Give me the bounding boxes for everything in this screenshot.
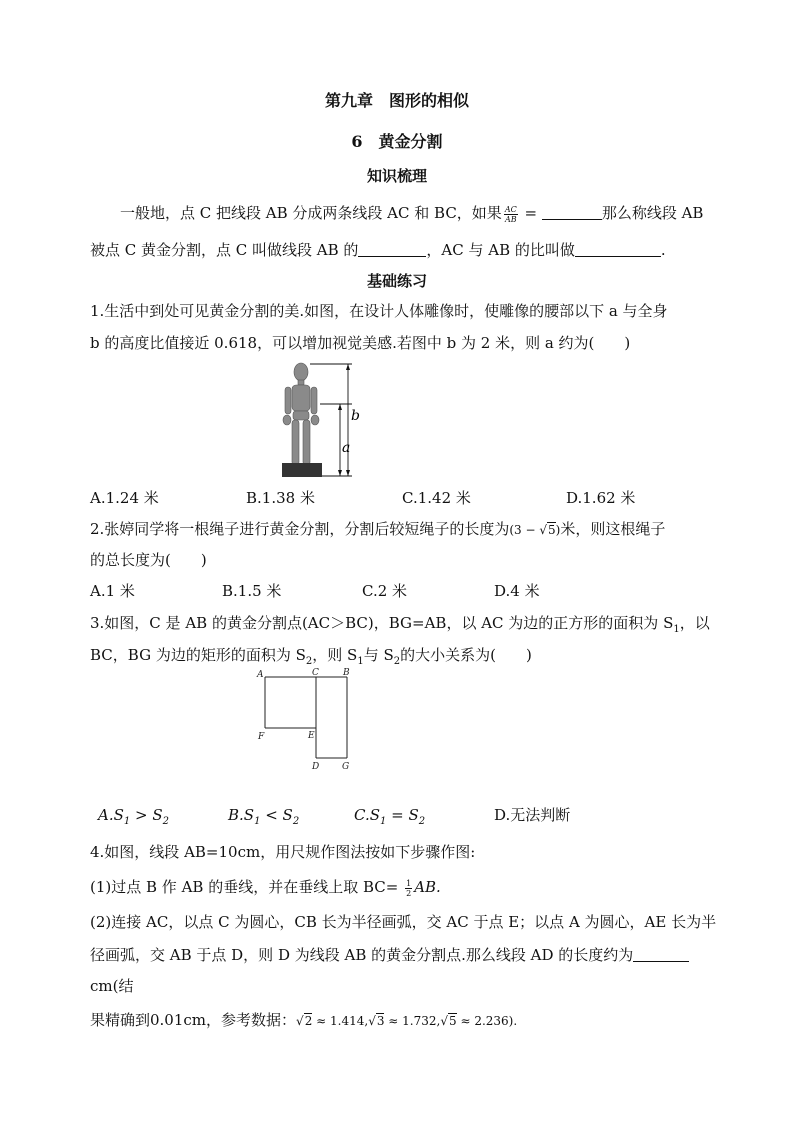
q4-line-3: (2)连接 AC，以点 C 为圆心，CB 长为半径画弧，交 AC 于点 E；以点 A 为圆心，AE 长为半 xyxy=(90,913,717,931)
q1-label-a: a xyxy=(342,440,351,456)
answer-blank-1[interactable] xyxy=(542,204,602,220)
q1-option-c[interactable]: C.1.42 米 xyxy=(402,489,471,507)
q1-option-d[interactable]: D.1.62 米 xyxy=(566,489,636,507)
q3-option-a[interactable]: $A.S_1 > S_2$ xyxy=(98,806,170,827)
q3-option-b[interactable]: $B.S_1 < S_2$ xyxy=(228,806,300,827)
chapter-title: 第九章 图形的相似 xyxy=(324,91,469,110)
q3-label-a: A xyxy=(257,670,264,680)
heading-knowledge: 知识梳理 xyxy=(366,167,427,185)
q2-line-2: 的总长度为( ) xyxy=(90,551,207,569)
q3-label-f: F xyxy=(258,732,265,742)
q1-label-b: b xyxy=(351,408,360,424)
q3-label-g: G xyxy=(342,762,350,772)
q3-label-c: C xyxy=(312,668,319,678)
q2-option-b[interactable]: B.1.5 米 xyxy=(222,582,282,600)
q1-option-a[interactable]: A.1.24 米 xyxy=(90,489,159,507)
knowledge-line-1: 一般地，点 C 把线段 AB 分成两条线段 AC 和 BC，如果 $\frac{AC}{AB}$ = 那么称线段 AB xyxy=(120,204,704,224)
q4-line-5: cm(结 xyxy=(90,977,134,995)
q1-option-b[interactable]: B.1.38 米 xyxy=(246,489,315,507)
q2-option-a[interactable]: A.1 米 xyxy=(90,582,135,600)
q4-line-4: 径画弧，交 AB 于点 D，则 D 为线段 AB 的黄金分割点.那么线段 AD 的长度约为 xyxy=(90,945,710,965)
q1-line-1: 1.生活中到处可见黄金分割的美.如图，在设计人体雕像时，使雕像的腰部以下 a 与全身 xyxy=(90,302,668,320)
q2-line-1: 2.张婷同学将一根绳子进行黄金分割，分割后较短绳子的长度为(3 − √5)米，则这根绳子 xyxy=(90,520,666,538)
fraction-one-half: $\frac{1}{2}$ xyxy=(406,878,412,898)
q3-line-1: 3.如图，C 是 AB 的黄金分割点(AC＞BC)，BG=AB，以 AC 为边的正方形的面积为 $S_1$，以 xyxy=(90,614,710,635)
q4-line-6: 果精确到0.01cm，参考数据：√2 ≈ 1.414,√3 ≈ 1.732,√5 ≈ 2.236). xyxy=(90,1011,518,1029)
section-title: 6 黄金分割 xyxy=(351,132,443,151)
answer-blank-2[interactable] xyxy=(358,241,426,257)
q3-figure-rectangles xyxy=(254,668,354,774)
answer-blank-q4[interactable] xyxy=(633,946,689,962)
q3-label-b: B xyxy=(343,668,350,678)
q3-label-e: E xyxy=(308,731,315,741)
q2-option-d[interactable]: D.4 米 xyxy=(494,582,540,600)
q4-line-1: 4.如图，线段 AB=10cm，用尺规作图法按如下步骤作图: xyxy=(90,843,476,861)
heading-practice: 基础练习 xyxy=(366,272,427,290)
q3-line-2: BC，BG 为边的矩形的面积为 $S_2$，则 $S_1$与 $S_2$的大小关系为( ) xyxy=(90,646,532,667)
q3-option-c[interactable]: $C.S_1 = S_2$ xyxy=(354,806,426,827)
q3-label-d: D xyxy=(312,762,320,772)
q2-option-c[interactable]: C.2 米 xyxy=(362,582,408,600)
q4-line-2: (1)过点 B 作 AB 的垂线，并在垂线上取 BC= $\frac{1}{2}$ AB. xyxy=(90,878,441,898)
q2-expression: (3 − √5) xyxy=(509,523,561,537)
q3-option-d[interactable]: D.无法判断 xyxy=(494,806,571,824)
q1-line-2: b 的高度比值接近 0.618，可以增加视觉美感.若图中 b 为 2 米，则 a 约为( ) xyxy=(90,334,631,352)
answer-blank-3[interactable] xyxy=(575,241,661,257)
q4-reference-data: √2 ≈ 1.414,√3 ≈ 1.732,√5 ≈ 2.236). xyxy=(296,1014,518,1028)
knowledge-line-2: 被点 C 黄金分割，点 C 叫做线段 AB 的 ，AC 与 AB 的比叫做 . xyxy=(90,241,666,259)
fraction-ac-ab: $\frac{AC}{AB}$ xyxy=(504,204,517,224)
q1-figure-statue xyxy=(270,358,370,483)
